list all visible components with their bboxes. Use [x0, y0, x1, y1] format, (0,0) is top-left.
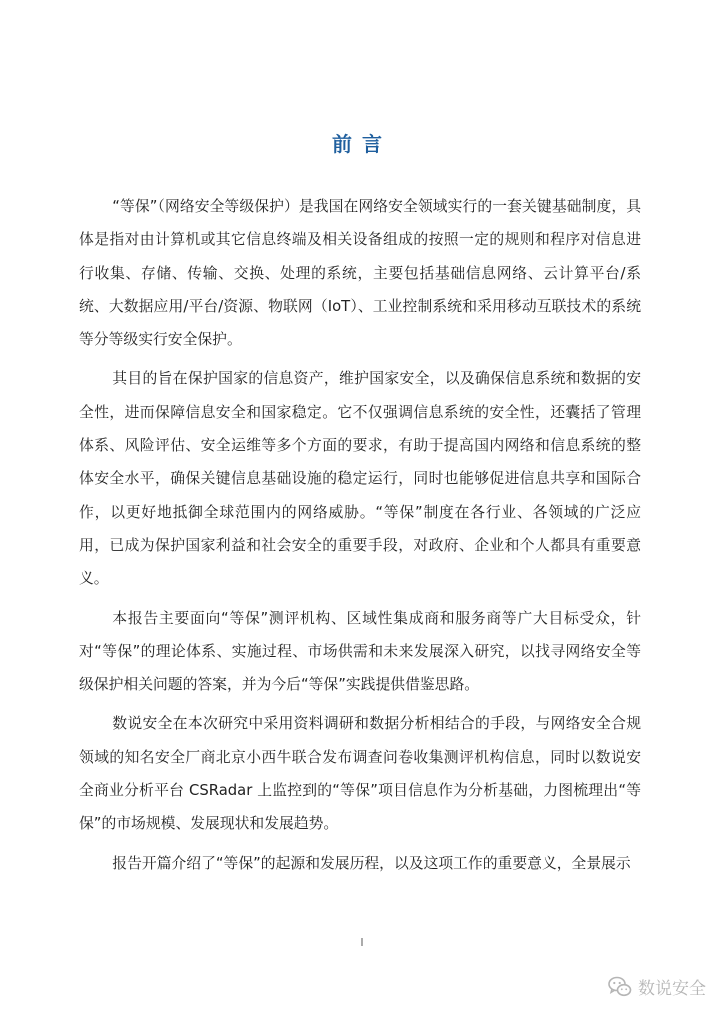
paragraph-5: 报告开篇介绍了“等保”的起源和发展历程，以及这项工作的重要意义，全景展示: [112, 854, 631, 872]
body-text: [79, 190, 641, 886]
page-title: 前言: [332, 132, 392, 156]
watermark: [608, 974, 706, 999]
paragraph-4: 数说安全在本次研究中采用资料调研和数据分析相结合的手段，与网络安全合规领域的知名安全厂商北京小西牛联合发布调查问卷收集测评机构信息，同时以数说安全商业分析平台 CSRadar 上监控到的“等保”项目信息作为分析基础，力图梳理出“等保”的市场规模、发展现状和发展趋势。: [79, 715, 641, 833]
page-number: I: [360, 936, 364, 949]
paragraph-2: 其目的旨在保护国家的信息资产，维护国家安全，以及确保信息系统和数据的安全性，进而保障信息安全和国家稳定。它不仅强调信息系统的安全性，还囊括了管理体系、风险评估、安全运维等多个方面的要求，有助于提高国内网络和信息系统的整体安全水平，确保关键信息基础设施的稳定运行，同时也能够促进信息共享和国际合作，以更好地抵御全球范围内的网络威胁。“等保”制度在各行业、各领域的广泛应用，已成为保护国家利益和社会安全的重要手段，对政府、企业和个人都具有重要意义。: [79, 370, 641, 588]
watermark-text: 数说安全: [638, 979, 706, 999]
paragraph-3: 本报告主要面向“等保”测评机构、区域性集成商和服务商等广大目标受众，针对“等保”的理论体系、实施过程、市场供需和未来发展深入研究，以找寻网络安全等级保护相关问题的答案，并为今后“等保”实践提供借鉴思路。: [79, 609, 641, 694]
paragraph-1: “等保”（网络安全等级保护）是我国在网络安全领域实行的一套关键基础制度，具体是指对由计算机或其它信息终端及相关设备组成的按照一定的规则和程序对信息进行收集、存储、传输、交换、处理的系统，主要包括基础信息网络、云计算平台/系统、大数据应用/平台/资源、物联网（IoT）、工业控制系统和采用移动互联技术的系统等分等级实行安全保护。: [79, 198, 641, 349]
wechat-icon: [608, 976, 632, 998]
